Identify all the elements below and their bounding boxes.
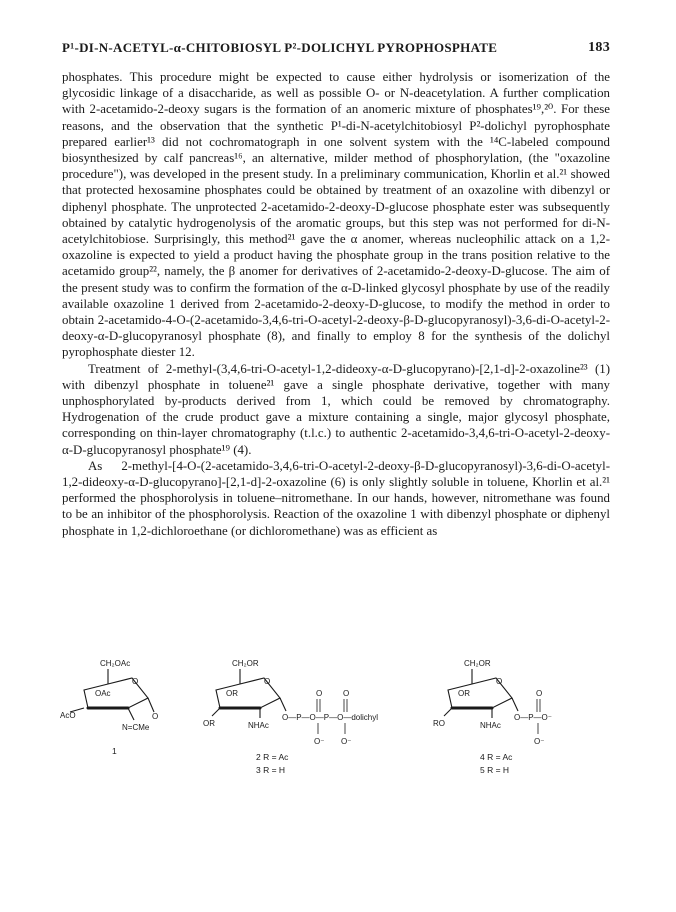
c4-or-inner: OR bbox=[458, 689, 470, 698]
c2-phosphate-chain: O—P—O—P—O—dolichyl bbox=[282, 713, 379, 722]
c2-p2-top-o: O bbox=[343, 689, 350, 698]
structures-svg bbox=[60, 656, 620, 786]
c4-phosphate-chain: O—P—O⁻ bbox=[514, 713, 553, 722]
legend-5: 5 R = H bbox=[480, 765, 510, 775]
c2-p1-bottom-o: O⁻ bbox=[314, 737, 325, 746]
c1-number: 1 bbox=[112, 746, 117, 756]
c1-ox-o: O bbox=[152, 712, 159, 721]
chemical-structures-figure bbox=[60, 656, 620, 786]
c4-ch2or: CH₂OR bbox=[464, 659, 491, 668]
paragraph-3: As 2-methyl-[4-O-(2-acetamido-3,4,6-tri-O-acetyl-2-deoxy-β-D-glucopyranosyl)-3,6-di-O-acetyl-1,2-dideoxy-α-D-glucopyrano]-[2,1-d]-2-oxazoline (6) is only slightly soluble in toluene, Khorlin et al.²¹ performed the phosphorolysis in toluene–nitromethane. In our hands, however, nitromethane was found to be an inhibitor of the phosphorolysis. Reaction of the oxazoline 1 with dibenzyl phosphate or diphenyl phosphate in 1,2-dichloroethane (or dichloromethane) was as efficient as bbox=[62, 458, 610, 538]
c4-ring-o: O bbox=[496, 677, 503, 686]
c1-ring-o: O bbox=[132, 677, 139, 686]
compound-2-3 bbox=[203, 659, 378, 775]
c2-p1-top-o: O bbox=[316, 689, 323, 698]
c2-ring-o: O bbox=[264, 677, 271, 686]
c1-oac: OAc bbox=[95, 689, 111, 698]
legend-4: 4 R = Ac bbox=[480, 752, 513, 762]
page-header bbox=[62, 40, 610, 62]
c2-ch2or: CH₂OR bbox=[232, 659, 259, 668]
c4-p-bottom-o: O⁻ bbox=[534, 737, 545, 746]
c1-ring bbox=[84, 678, 148, 708]
c2-or-inner: OR bbox=[226, 689, 238, 698]
c1-ch2oac: CH₂OAc bbox=[100, 659, 131, 668]
compound-4-5 bbox=[433, 659, 552, 775]
running-title: P¹-DI-N-ACETYL-α-CHITOBIOSYL P²-DOLICHYL PYROPHOSPHATE bbox=[62, 40, 498, 55]
c4-nhac: NHAc bbox=[480, 721, 501, 730]
body-text bbox=[62, 69, 610, 539]
c4-ro: RO bbox=[433, 719, 445, 728]
c1-n-cme: N=CMe bbox=[122, 723, 150, 732]
paragraph-2: Treatment of 2-methyl-(3,4,6-tri-O-acetyl-1,2-dideoxy-α-D-glucopyrano)-[2,1-d]-2-oxazoline²³ (1) with dibenzyl phosphate in toluene²¹ gave a single phosphate derivative, together with many unphosphorylated by-products derived from 1, which could be removed by chromatography. Hydrogenation of the crude product gave a mixture containing a single, major glycosyl phosphate, corresponding on thin-layer chromatography (t.l.c.) to authentic 2-acetamido-3,4,6-tri-O-acetyl-2-deoxy-α-D-glucopyranosyl phosphate¹⁹ (4). bbox=[62, 361, 610, 457]
page-number: 183 bbox=[588, 40, 610, 55]
c2-or-outer: OR bbox=[203, 719, 215, 728]
legend-3: 3 R = H bbox=[256, 765, 286, 775]
c2-p2-bottom-o: O⁻ bbox=[341, 737, 352, 746]
paragraph-1: phosphates. This procedure might be expected to cause either hydrolysis or isomerization of the glycosidic linkage of a disaccharide, as well as possible O- or N-deacetylation. A further complication with 2-acetamido-2-deoxy sugars is the formation of an anomeric mixture of phosphates¹⁹,²⁰. For these reasons, and the observation that the synthetic P¹-di-N-acetylchitobiosyl P²-dolichyl pyrophosphate prepared earlier¹³ did not cochromatograph in one solvent system with the ¹⁴C-labeled compound biosynthesized by calf pancreas¹⁶, an alternative, milder method of phosphorylation, (the "oxazoline procedure"), was developed in the present study. In a preliminary communication, Khorlin et al.²¹ showed that protected hexosamine phosphates could be obtained by treatment of an oxazoline with dibenzyl or diphenyl phosphate. The unprotected 2-acetamido-2-deoxy-D-glucose phosphate ester was subsequently obtained by catalytic hydrogenolysis of the aromatic groups, but this step was not performed for di-N-acetylchitobiose. Surprisingly, this method²¹ gave the α anomer, whereas nucleophilic attack on a 1,2-oxazoline is expected to yield a product having the phosphate group in the trans position relative to the acetamido group²², namely, the β anomer for derivatives of 2-acetamido-2-deoxy-D-glucose. The aim of the present study was to confirm the formation of the α-D-linked glycosyl phosphate by use of the readily available oxazoline 1 derived from 2-acetamido-2-deoxy-D-glucose, to modify the method in order to obtain 2-acetamido-4-O-(2-acetamido-3,4,6-tri-O-acetyl-2-deoxy-β-D-glucopyranosyl)-3,6-di-O-acetyl-2-deoxy-α-D-glucopyranosyl phosphate (8), and finally to employ 8 for the synthesis of the dolichyl pyrophosphate diester 12. bbox=[62, 70, 610, 360]
legend-2: 2 R = Ac bbox=[256, 752, 289, 762]
c2-nhac: NHAc bbox=[248, 721, 269, 730]
c1-aco: AcO bbox=[60, 711, 76, 720]
c4-p-top-o: O bbox=[536, 689, 543, 698]
compound-1 bbox=[60, 659, 158, 756]
